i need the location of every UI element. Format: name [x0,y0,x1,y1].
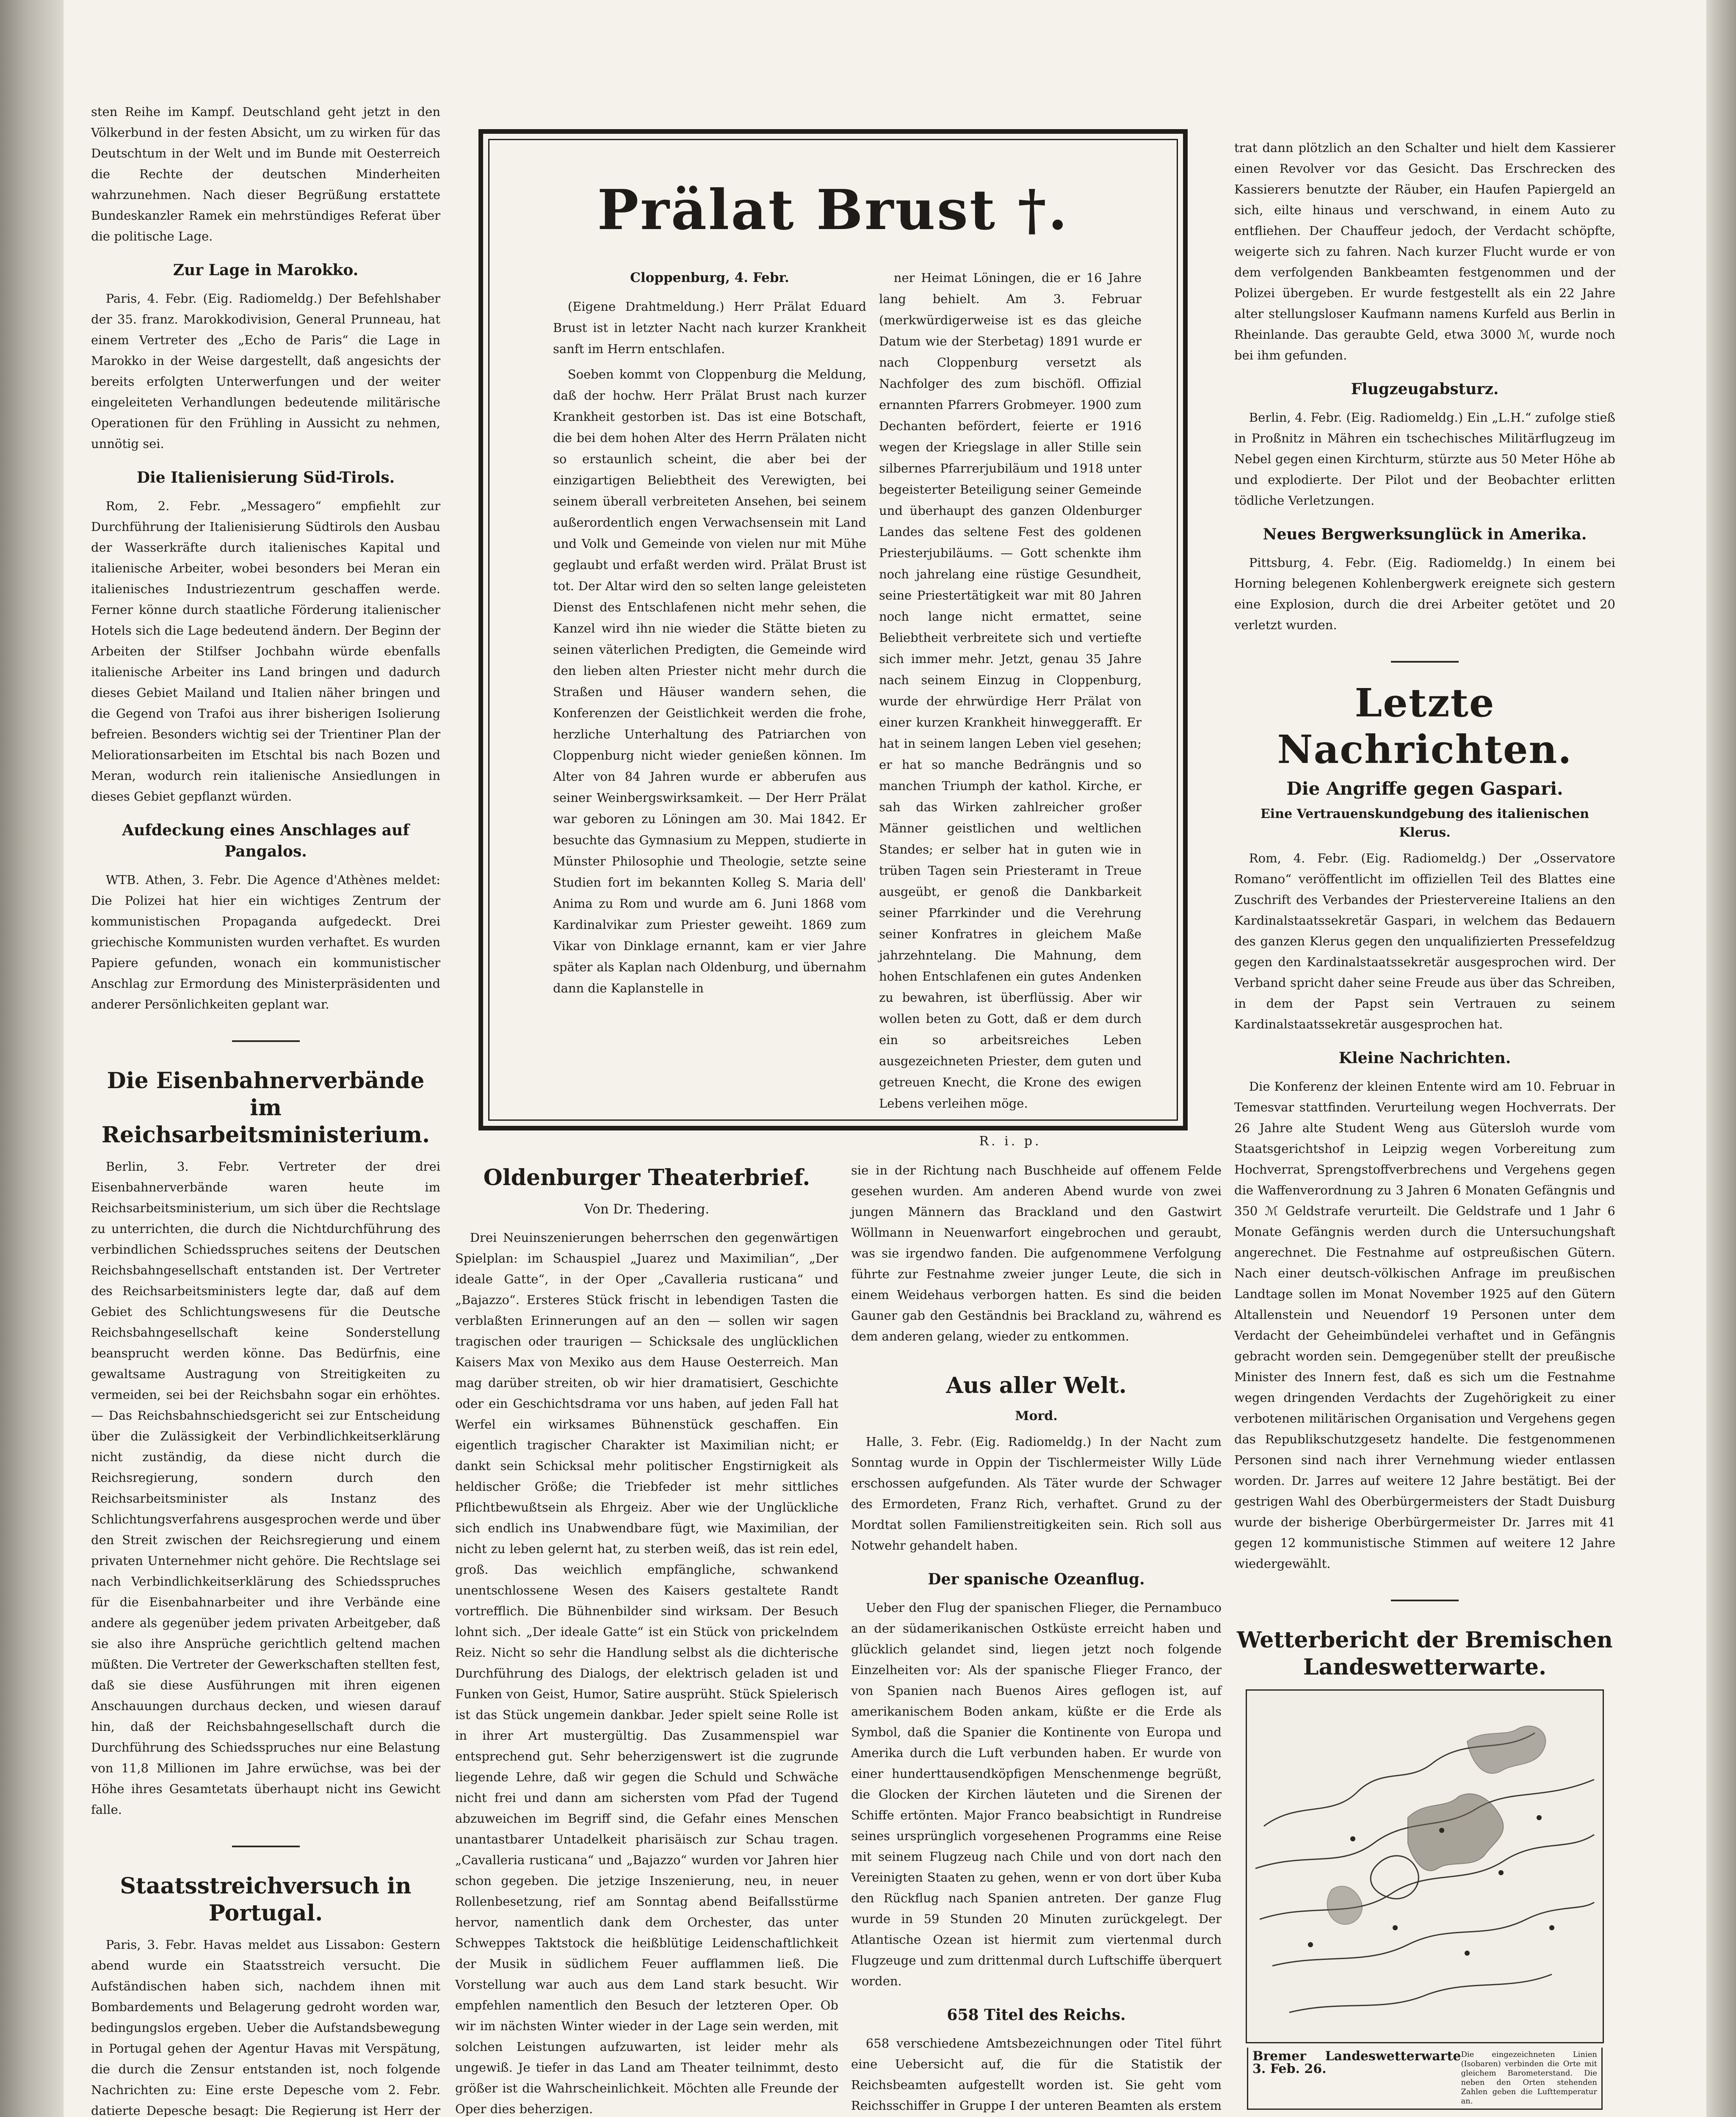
headline-gaspari: Die Angriffe gegen Gaspari. [1286,778,1563,799]
headline-portugal: Staatsstreichversuch in Portugal. [120,1873,412,1926]
article-continuation: sten Reihe im Kampf. Deutschland geht jetzt in den Völkerbund in der festen Absicht, um zu wirken für das Deutschtum in der Welt und im Bunde mit Oesterreich die Rechte der deutschen Minderheiten wahrzunehmen. Nach dieser Begrüßung erstattete Bundeskanzler Ramek ein mehrstündiges Referat über die politische Lage. [91,105,440,243]
weather-map [1246,1689,1604,2043]
headline-ozeanflug: Der spanische Ozeanflug. [928,1570,1145,1588]
obituary-text-left: Soeben kommt von Cloppenburg die Meldung, daß der hochw. Herr Prälat Brust nach kurzer Krankheit gestorben ist. Das ist eine Botschaft, die bei dem hohen Alter des Herrn Prälaten nicht so erstaunlich scheint, die aber bei der einzigartigen Beliebtheit des Verewigten, bei seinem überall verbreiteten Ansehen, bei seinem außerordentlich engen Verwachsensein mit Land und Volk und Gemeinde von vielen nur mit Mühe geglaubt und erfaßt werden wird. Prälat Brust ist tot. Der Altar wird den so selten lange geleisteten Dienst des Entschlafenen nicht mehr sehen, die Kanzel wird ihn nie wieder die Stätte bieten zu seinen väterlichen Predigten, die Gemeinde wird den lieben alten Priester nicht mehr durch die Straßen und Häuser wandern sehen, die Konferenzen der Geistlichkeit werden die frohe, herzliche Unterhaltung des Patriarchen von Cloppenburg nicht wieder genießen können. Im Alter von 84 Jahren wurde er abberufen aus seiner Weinbergswirksamkeit. — Der Herr Prälat war geboren zu Löningen am 30. Mai 1842. Er besuchte das Gymnasium zu Meppen, studierte in Münster Philosophie und Theologie, setzte seine Studien fort im bekannten Kolleg S. Maria dell' Anima zu Rom und wurde am 6. Juni 1868 vom Kardinalvikar zum Priester geweiht. 1869 zum Vikar von Dinklage ernannt, kam er vier Jahre später als Kaplan nach Oldenburg, und übernahm dann die Kaplanstelle in [553,367,866,995]
section-rule [1391,661,1459,663]
article-bergwerk: Pittsburg, 4. Febr. (Eig. Radiomeldg.) In einem bei Horning belegenen Kohlenbergwerk ereignete sich gestern eine Explosion, durch die drei Arbeiter getötet und 20 verletzt wurden. [1234,556,1615,632]
headline-pangalos: Aufdeckung eines Anschlages auf Pangalos. [122,821,409,860]
section-rule [232,1846,300,1847]
obituary-column-left [553,267,866,1003]
headline-letzte-nachrichten: Letzte Nachrichten. [1277,680,1573,772]
obituary-lead: (Eigene Drahtmeldung.) Herr Prälat Eduard Brust ist in letzter Nacht nach kurzer Krankheit sanft im Herrn entschlafen. [553,299,866,356]
obituary-title: Prälat Brust †. [597,177,1069,242]
headline-flugzeugabsturz: Flugzeugabsturz. [1351,380,1499,398]
column-2 [455,1160,838,2117]
headline-kleine-nachrichten: Kleine Nachrichten. [1338,1049,1511,1067]
article-continuation: trat dann plötzlich an den Schalter und hielt dem Kassierer einen Revolver vor das Gesicht. Das Erschrecken des Kassierers benutzte der Räuber, ein Haufen Papiergeld an sich, eilte hinaus und verschwand, in einem Auto zu entfliehen. Der Chauffeur jedoch, der Verdacht schöpfte, weigerte sich zu fahren. Nach kurzer Flucht wurde er von dem verfolgenden Bankbeamten festgenommen und der Polizei übergeben. Er wurde festgestellt als ein 22 Jahre alter stellungsloser Kaufmann namens Kurfeld aus Berlin in Rheinlande. Das geraubte Geld, etwa 3000 ℳ, wurde noch bei ihm gefunden. [1234,141,1615,362]
obituary-dateline: Cloppenburg, 4. Febr. [630,270,789,285]
headline-tirol: Die Italienisierung Süd-Tirols. [136,469,395,486]
column-4 [1234,138,1615,2117]
obituary-rip: R. i. p. [979,1134,1042,1149]
headline-eisenbahn: Die Eisenbahnerverbände im Reichsarbeitsministerium. [101,1068,430,1148]
obituary-inner-frame [488,139,1178,1149]
article-kleine-nachrichten: Die Konferenz der kleinen Entente wird am 10. Februar in Temesvar stattfinden. Verurteilung wegen Hochverrats. Der 26 Jahre alte Student Weng aus Gütersloh wurde vom Staatsgerichtshof in Leipzig wegen Vorbereitung zum Hochverrat, Sprengstoffverbrechens und Vergehens gegen die Waffenverordnung zu 3 Jahren 6 Monaten Gefängnis und 350 ℳ Geldstrafe verurteilt. Die Geldstrafe und 1 Jahr 6 Monate Gefängnis werden durch die Untersuchungshaft angerechnet. Die Festnahme auf ostpreußischen Gütern. Nach einer deutsch-völkischen Anfrage im preußischen Landtage sollen im Monat November 1925 auf den Gütern Altallenstein und Neuendorf 19 Personen unter dem Verdacht der Geheimbündelei verhaftet und in Gefängnis gebracht worden sein. Demgegenüber stellt der preußische Minister des Innern fest, daß es sich um die Festnahme wegen dringenden Verdachts der Zugehörigkeit zu einer verbotenen militärischen Organisation und Vergehens gegen das Republikschutzgesetz handelte. Die festgenommenen Personen sind nach ihrer Vernehmung wieder entlassen worden. Dr. Jarres auf weitere 12 Jahre bestätigt. Bei der gestrigen Wahl des Oberbürgermeisters der Stadt Duisburg wurde der bisherige Oberbürgermeister Dr. Jarres mit 41 gegen 12 kommunistische Stimmen auf weitere 12 Jahre wiedergewählt. [1234,1079,1615,1571]
column-1 [91,102,440,2117]
weather-map-drawing [1247,1691,1603,2042]
article-ozeanflug: Ueber den Flug der spanischen Flieger, die Pernambuco an der südamerikanischen Ostküste erreicht haben und glücklich gelandet sind, liegen jetzt noch folgende Einzelheiten vor: Als der spanische Flieger Franco, der von Spanien nach Buenos Aires geflogen ist, auf amerikanischem Boden ankam, küßte er die Erde als Symbol, daß die Spanier die Kontinente von Europa und Amerika durch die Luft verbunden haben. Er wurde von einer hunderttausendköpfigen Menschenmenge begrüßt, die Glocken der Kirchen läuteten und die Sirenen der Schiffe ertönten. Major Franco beabsichtigt in Rundreise seines ursprünglich vorgesehenen Programms eine Reise mit seinem Flugzeug nach Chile und von dort nach den Vereinigten Staaten zu gehen, wenn er von dort über Kuba den Rückflug nach Spanien antreten. Der ganze Flug wurde in 59 Stunden 20 Minuten zurückgelegt. Der Atlantische Ozean ist hiermit zum viertenmal durch Flugzeuge und zum drittenmal durch Luftschiffe überquert worden. [851,1600,1222,1988]
article-eisenbahn: Berlin, 3. Febr. Vertreter der drei Eisenbahnerverbände waren heute im Reichsarbeitsministerium, um sich über die Rechtslage zu unterrichten, die durch die Nichtdurchführung des verbindlichen Schiedsspruches seitens der Deutschen Reichsbahngesellschaft entstanden ist. Der Vertreter des Reichsarbeitsministers legte dar, daß auf dem Gebiet des Schlichtungswesens für die Deutsche Reichsbahngesellschaft keine Sonderstellung beansprucht werden könne. Das Bedürfnis, eine gewaltsame Austragung von Streitigkeiten zu vermeiden, sei bei der Reichsbahn sogar ein erhöhtes. — Das Reichsbahnschiedsgericht sei zur Entscheidung über die Zulässigkeit der Verbindlichkeitserklärung nicht zuständig, da diese nicht durch die Reichsregierung, sondern durch den Reichsarbeitsminister als Instanz des Schlichtungsverfahrens ausgesprochen werde und über den Streit zwischen der Reichsregierung und einem privaten Unternehmer nicht gehöre. Die Rechtslage sei nach Verbindlichkeitserklärung des Schiedsspruches für die Eisenbahnarbeiter und ihre Verbände eine andere als gegenüber jedem privaten Arbeitgeber, daß sie also ihre Ansprüche gerichtlich geltend machen müßten. Die Vertreter der Gewerkschaften stellten fest, daß sie diese Ausführungen mit ihren eigenen Anschauungen durchaus decken, und wiesen darauf hin, daß der Reichsbahngesellschaft durch die Durchführung des Schiedsspruches nur eine Belastung von 11,8 Millionen im Jahre erwüchse, was bei der Höhe ihres Gesamtetats überhaupt nicht ins Gewicht falle. [91,1159,440,1817]
article-pangalos: WTB. Athen, 3. Febr. Die Agence d'Athènes meldet: Die Polizei hat hier ein wichtiges Zentrum der kommunistischen Propaganda aufgedeckt. Drei griechische Kommunisten wurden verhaftet. Es wurden Papiere gefunden, wonach ein kommunistischer Anschlag zur Ermordung des Ministerpräsidenten und anderer Persönlichkeiten geplant war. [91,873,440,1012]
page-edge [1706,0,1736,2117]
article-theater: Drei Neuinszenierungen beherrschen den gegenwärtigen Spielplan: im Schauspiel „Juarez und Maximilian“, „Der ideale Gatte“, in der Oper „Cavalleria rusticana“ und „Bajazzo“. Ersteres Stück frischt in lebendigen Tasten die verblaßten Erinnerungen auf an den — sollen wir sagen tragischen oder traurigen — Schicksale des unglücklichen Kaisers Max von Mexiko aus dem Hause Oesterreich. Man mag darüber streiten, ob wir hier dramatisiert, Geschichte oder ein Geschichtsdrama vor uns haben, auf jeden Fall hat Werfel ein wirksames Bühnenstück geschaffen. Ein eigentlich tragischer Charakter ist Maximilian nicht; er dankt sein Schicksal mehr politischer Engstirnigkeit als heldischer Größe; die Triebfeder ist mehr sittliches Pflichtbewußtsein als Ehrgeiz. Aber wie der Unglückliche sich endlich ins Unabwendbare fügt, wie Maximilian, der nicht zu leben gelernt hat, zu sterben weiß, das ist rein edel, groß. Das weichlich empfängliche, schwankend unentschlossene Wesen des Kaisers gestaltete Randt vortrefflich. Die Bühnenbilder sind wirksam. Der Besuch lohnt sich. „Der ideale Gatte“ ist ein Stück von prickelndem Reiz. Nicht so sehr die Handlung selbst als die dichterische Durchführung des Dialogs, der elektrisch geladen ist und Funken von Geist, Humor, Satire ausprüht. Stück Spielerisch ist das Stück ungemein dankbar. Jeder spielt seine Rolle ist in ihrer Art mustergültig. Das Zusammenspiel war entsprechend gut. Sehr beherzigenswert ist die zugrunde liegende Lehre, daß wir gegen die Schuld und Schwäche nicht frei und dann am sichersten vom Pfad der Tugend abzuweichen im Begriff sind, die Gefahr eines Menschen unantastbarer Untadelkeit pharisäisch zur Schau tragen. „Cavalleria rusticana“ und „Bajazzo“ wurden vor Jahren hier schon gegeben. Die jetzige Inszenierung, neu, in neuer Rollenbesetzung, rief am Sonntag abend Beifallsstürme hervor, namentlich dank dem Orchester, das unter Schweppes Taktstock die heißblütige Leidenschaftlichkeit der Musik in südlichem Feuer aufflammen ließ. Die Vorstellung war auch aus dem Land stark besucht. Wir empfehlen namentlich den Besuch der letzteren Oper. Ob wir im nächsten Winter wieder in der Lage sein werden, mit solchen Leistungen aufzuwarten, ist leider mehr als ungewiß. Je tiefer in das Land am Theater teilnimmt, desto größer ist die Wahrscheinlichkeit. Möchten alle Freunde der Oper dies beherzigen. [455,1230,838,2116]
weather-map-legend: Die eingezeichneten Linien (Isobaren) verbinden die Orte mit gleichem Barometerstand. Die neben den Orten stehenden Zahlen geben die Lufttemperatur an. [1461,2050,1597,2106]
weather-map-title: Bremer Landeswetterwarte 3. Feb. 26. [1252,2049,1461,2076]
headline-theater: Oldenburger Theaterbrief. [483,1165,810,1191]
column-3 [851,1160,1222,2117]
section-rule [1391,1600,1459,1601]
article-marokko: Paris, 4. Febr. (Eig. Radiomeldg.) Der Befehlshaber der 35. franz. Marokkodivision, General Prunneau, hat einem Vertreter des „Echo de Paris“ die Lage in Marokko in der Weise dargestellt, daß angesichts der bereits erfolgten Unterwerfungen und der weiter eingeleiteten Verhandlungen bedeutende militärische Operationen für den Frühling in Aussicht zu nehmen, unnötig sei. [91,291,440,451]
article-flugzeugabsturz: Berlin, 4. Febr. (Eig. Radiomeldg.) Ein „L.H.“ zufolge stieß in Proßnitz in Mähren ein tschechisches Militärflugzeug im Nebel gegen einen Kirchturm, stürzte aus 50 Meter Höhe ab und explodierte. Der Pilot und der Beobachter erlitten tödliche Verletzungen. [1234,410,1615,508]
article-continuation: sie in der Richtung nach Buschheide auf offenem Felde gesehen wurden. Am anderen Abend wurde von zwei jungen Männern das Brackland und den Gastwirt Wöllmann in Neuenwarfort eingebrochen und geraubt, was sie irgendwo fanden. Die aufgenommene Verfolgung führte zur Festnahme zweier junger Leute, die sich in einem Weidehaus verborgen hatten. Es sind die beiden Gauner gab den Geständnis bei Brackland zu, während es dem anderen gelang, wieder zu entkommen. [851,1163,1222,1343]
article-portugal: Paris, 3. Febr. Havas meldet aus Lissabon: Gestern abend wurde ein Staatsstreich versucht. Die Aufständischen haben sich, nachdem ihnen mit Bombardements und Belagerung gedroht worden war, bedingungslos ergeben. Ueber die Aufstandsbewegung in Portugal gehen der Agentur Havas mit Verspätung, die durch die Zensur entstanden ist, noch folgende Nachrichten zu: Eine erste Depesche vom 2. Febr. datierte Depesche besagt: Die Regierung ist Herr der [91,1937,440,2117]
article-tirol: Rom, 2. Febr. „Messagero“ empfiehlt zur Durchführung der Italienisierung Südtirols den Ausbau der Wasserkräfte durch italienisches Kapital und italienische Arbeiter, wobei besonders bei Meran ein italienisches Industriezentrum geschaffen werde. Ferner könne durch staatliche Förderung italienischer Hotels sich die Lage bedeutend ändern. Der Beginn der Arbeiten der Stilfser Jochbahn würde ebenfalls italienische Arbeiter ins Land bringen und dadurch dieses Gebiet Mailand und Italien näher bringen und die Gegend von Trafoi aus ihrer bisherigen Isolierung befreien. Besonders wichtig sei der Trientiner Plan der Meliorationsarbeiten im Etschtal bis nach Bozen und Meran, wodurch rein italienische Ansiedlungen in dieses Gebiet gepflanzt würden. [91,499,440,804]
obituary-box [478,129,1188,1149]
headline-bergwerk: Neues Bergwerksunglück in Amerika. [1263,525,1587,543]
headline-mord: Mord. [1015,1409,1058,1423]
weather-map-caption [1247,2048,1603,2110]
headline-wetterbericht: Wetterbericht der Bremischen Landeswetterwarte. [1237,1627,1613,1680]
headline-aus-aller-welt: Aus aller Welt. [946,1373,1127,1398]
headline-marokko: Zur Lage in Marokko. [173,261,359,279]
article-titel: 658 verschiedene Amtsbezeichnungen oder Titel führt eine Uebersicht auf, die für die Statistik der Reichsbeamten aufgestellt worden ist. Sie geht vom Reichsschiffer in Gruppe I der unteren Beamten als erstem [851,2036,1222,2113]
book-binding-shadow [0,0,64,2117]
section-rule [232,1040,300,1042]
obituary-text-right: ner Heimat Löningen, die er 16 Jahre lang behielt. Am 3. Februar (merkwürdigerweise ist es das gleiche Datum wie der Sterbetag) 1891 wurde er nach Cloppenburg versetzt als Nachfolger des zum bischöfl. Offizial ernannten Pfarrers Grobmeyer. 1900 zum Dechanten befördert, feierte er 1916 wegen der Kriegslage in aller Stille sein silbernes Pfarrerjubiläum und 1918 unter begeisterter Beteiligung seiner Gemeinde und überhaupt des ganzen Oldenburger Landes das seltene Fest des goldenen Priesterjubiläums. — Gott schenkte ihm noch jahrelang eine rüstige Gesundheit, seine Priestertätigkeit war mit 80 Jahren noch lange nicht ermattet, seine Beliebtheit verbreitete sich und vertiefte sich immer mehr. Jetzt, genau 35 Jahre nach seinem Einzug in Cloppenburg, wurde der ehrwürdige Herr Prälat von einer kurzen Krankheit hinweggerafft. Er hat in seinem langen Leben viel gesehen; er hat so manche Bedrängnis und so manchen Triumph der kathol. Kirche, er sah das Wirken zahlreicher großer Männer geistlichen und weltlichen Standes; er selber hat in guten wie in trüben Tagen sein Priesteramt in Treue ausgeübt, er genoß die Dankbarkeit seiner Pfarrkinder und die Verehrung seiner Konfratres in gleichem Maße jahrzehntelang. Die Mahnung, dem hohen Entschlafenen ein gutes Andenken zu bewahren, ist überflüssig. Aber wir wollen beten zu Gott, daß er dem durch ein so arbeitsreiches Leben ausgezeichneten Priester, dem guten und getreuen Knecht, die Krone des ewigen Lebens verleihen möge. [879,271,1142,1111]
article-mord: Halle, 3. Febr. (Eig. Radiomeldg.) In der Nacht zum Sonntag wurde in Oppin der Tischlermeister Willy Lüde erschossen aufgefunden. Als Täter wurde der Schwager des Ermordeten, Franz Rich, verhaftet. Grund zu der Mordtat sollen Familienstreitigkeiten sein. Rich soll aus Notwehr gehandelt haben. [851,1434,1222,1553]
headline-titel: 658 Titel des Reichs. [947,2006,1126,2024]
article-gaspari: Rom, 4. Febr. (Eig. Radiomeldg.) Der „Osservatore Romano“ veröffentlicht im offiziellen Teil des Blattes eine Zuschrift des Verbandes der Priestervereine Italiens an den Kardinalstaatssekretär Gaspari, in welchem das Bedauern des ganzen Klerus gegen den unqualifizierten Pressefeldzug gegen den Kardinalstaatssekretär ausgesprochen wird. Der Verband spricht daher seine Freude aus über das Schreiben, in dem der Papst sein Vertrauen zu seinem Kardinalstaatssekretär ausgesprochen hat. [1234,851,1615,1031]
theater-byline: Von Dr. Thedering. [584,1202,710,1217]
obituary-column-right [879,267,1142,1152]
subheadline-gaspari: Eine Vertrauenskundgebung des italienischen Klerus. [1260,807,1589,840]
